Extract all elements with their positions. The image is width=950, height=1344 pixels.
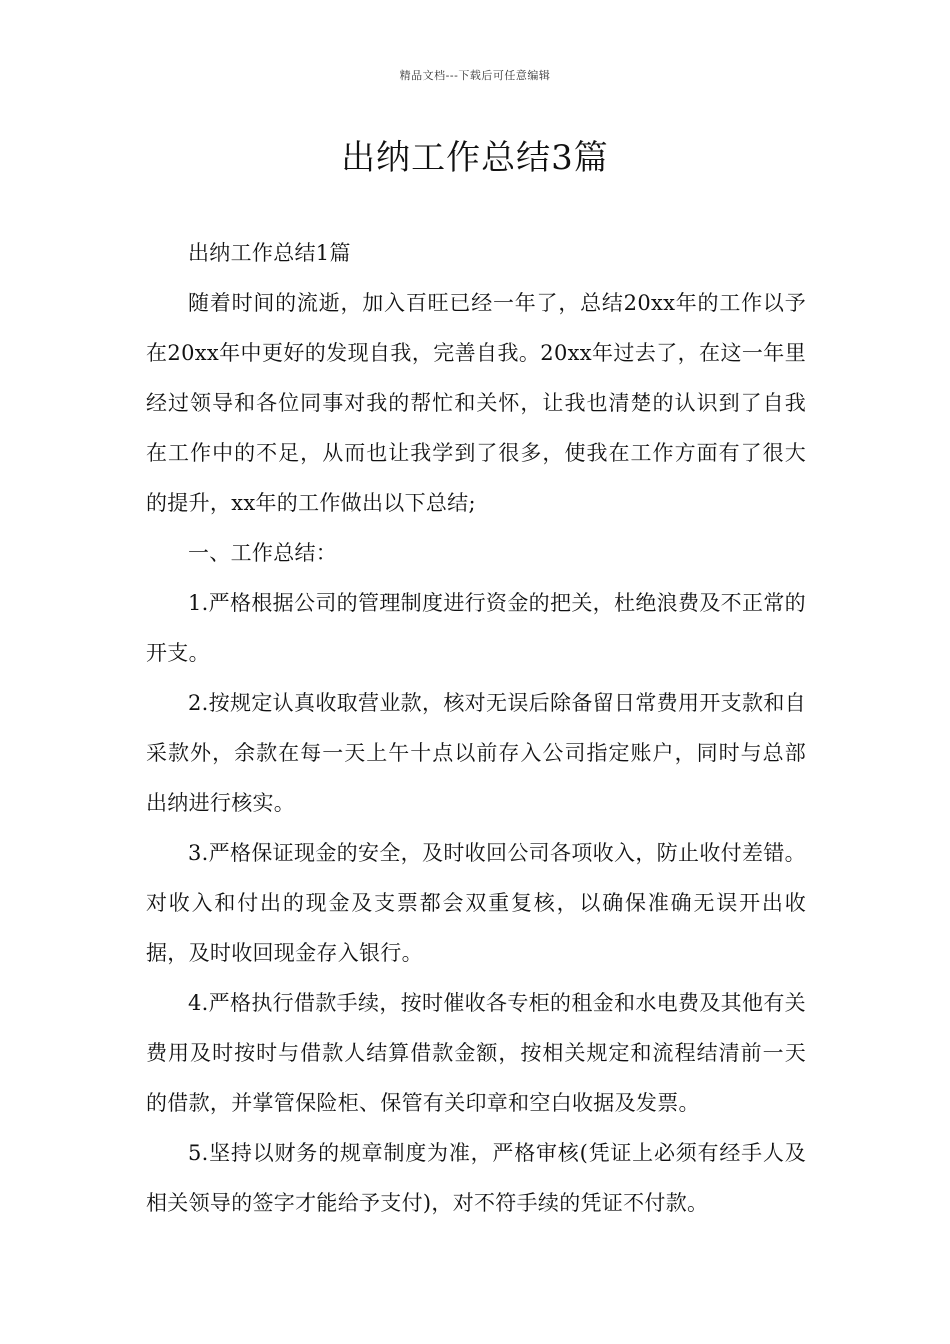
- section-heading: 出纳工作总结1篇: [188, 241, 351, 265]
- list-item-1: 1.严格根据公司的管理制度进行资金的把关，杜绝浪费及不正常的开支。: [146, 591, 806, 665]
- document-body: [146, 228, 806, 1228]
- document-title: 出纳工作总结3篇: [341, 138, 609, 178]
- list-item-3: 3.严格保证现金的安全，及时收回公司各项收入，防止收付差错。对收入和付出的现金及支票都会双重复核，以确保准确无误开出收据，及时收回现金存入银行。: [146, 841, 806, 965]
- list-item-2: 2.按规定认真收取营业款，核对无误后除备留日常费用开支款和自采款外，余款在每一天上午十点以前存入公司指定账户，同时与总部出纳进行核实。: [146, 691, 806, 815]
- list-item-4: 4.严格执行借款手续，按时催收各专柜的租金和水电费及其他有关费用及时按时与借款人结算借款金额，按相关规定和流程结清前一天的借款，并掌管保险柜、保管有关印章和空白收据及发票。: [146, 991, 806, 1115]
- subsection-heading: 一、工作总结：: [188, 541, 338, 565]
- intro-paragraph: 随着时间的流逝，加入百旺已经一年了，总结20xx年的工作以予在20xx年中更好的发现自我，完善自我。20xx年过去了，在这一年里经过领导和各位同事对我的帮忙和关怀，让我也清楚的认识到了自我在工作中的不足，从而也让我学到了很多，使我在工作方面有了很大的提升，xx年的工作做出以下总结;: [146, 291, 806, 515]
- list-item-5: 5.坚持以财务的规章制度为准，严格审核(凭证上必须有经手人及相关领导的签字才能给予支付)，对不符手续的凭证不付款。: [146, 1141, 806, 1215]
- header-note: 精品文档---下载后可任意编辑: [399, 69, 551, 82]
